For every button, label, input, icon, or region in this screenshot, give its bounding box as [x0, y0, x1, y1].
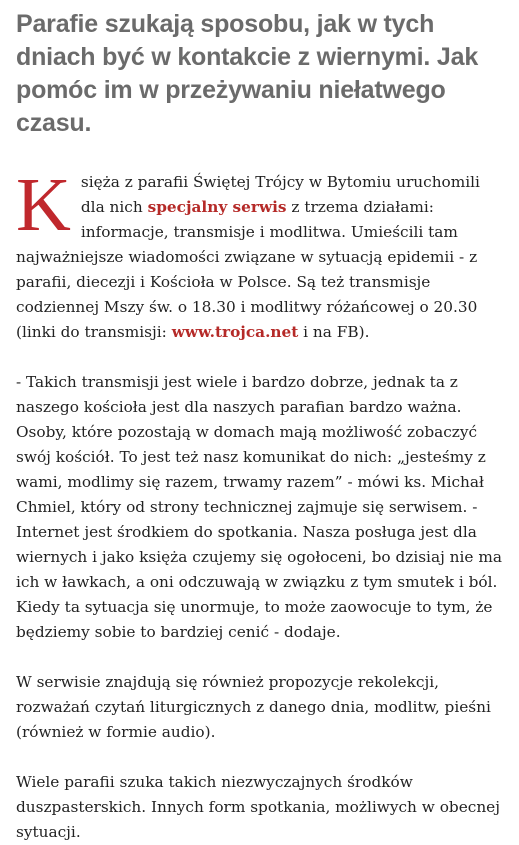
drop-cap: K	[16, 163, 71, 247]
article-headline: Parafie szukają sposobu, jak w tych dniach być w kontakcie z wiernymi. Jak pomóc im w przeżywaniu niełatwego czasu.	[16, 10, 479, 137]
article-paragraph-2: - Takich transmisji jest wiele i bardzo dobrze, jednak ta z naszego kościoła jest dla naszych parafian bardzo ważna. Osoby, które pozostają w domach mają możliwość zobaczyć swój kościół. To jest też nasz komunikat do nich: „jesteśmy z wami, modlimy się razem, trwamy razem” - mówi ks. Michał Chmiel, który od strony technicznej zajmuje się serwisem. - Internet jest środkiem do spotkania. Nasza posługa jest dla wiernych i jako księża czujemy się ogołoceni, bo dzisiaj nie ma ich w ławkach, a oni odczuwają w związku z tym smutek i ból. Kiedy ta sytuacja się unormuje, to może zaowocuje to tym, że będziemy sobie to bardziej cenić - dodaje.	[16, 373, 502, 641]
trojca-website-link[interactable]: www.trojca.net	[171, 323, 299, 341]
paragraph-text: z trzema działami: informacje, transmisje i modlitwa. Umieścili tam najważniejsze wiadomości związane w sytuacją epidemii - z parafii, diecezji i Kościoła w Polsce. Są też transmisje codziennej Mszy św. o 18.30 i modlitwy różańcowej o 20.30 (linki do transmisji:	[16, 198, 478, 341]
special-service-link[interactable]: specjalny serwis	[147, 198, 287, 216]
article-paragraph-3: W serwisie znajdują się również propozycje rekolekcji, rozważań czytań liturgicznych z danego dnia, modlitw, pieśni (również w formie audio).	[16, 673, 491, 741]
article	[16, 0, 506, 845]
article-paragraph-4: Wiele parafii szuka takich niezwyczajnych środków duszpasterskich. Innych form spotkania, możliwych w obecnej sytuacji.	[16, 773, 500, 841]
paragraph-text: i na FB).	[298, 323, 370, 341]
article-paragraph-1	[16, 163, 506, 345]
paragraph-text: sięża z parafii Świętej Trójcy w Bytomiu uruchomili dla nich	[80, 173, 480, 216]
